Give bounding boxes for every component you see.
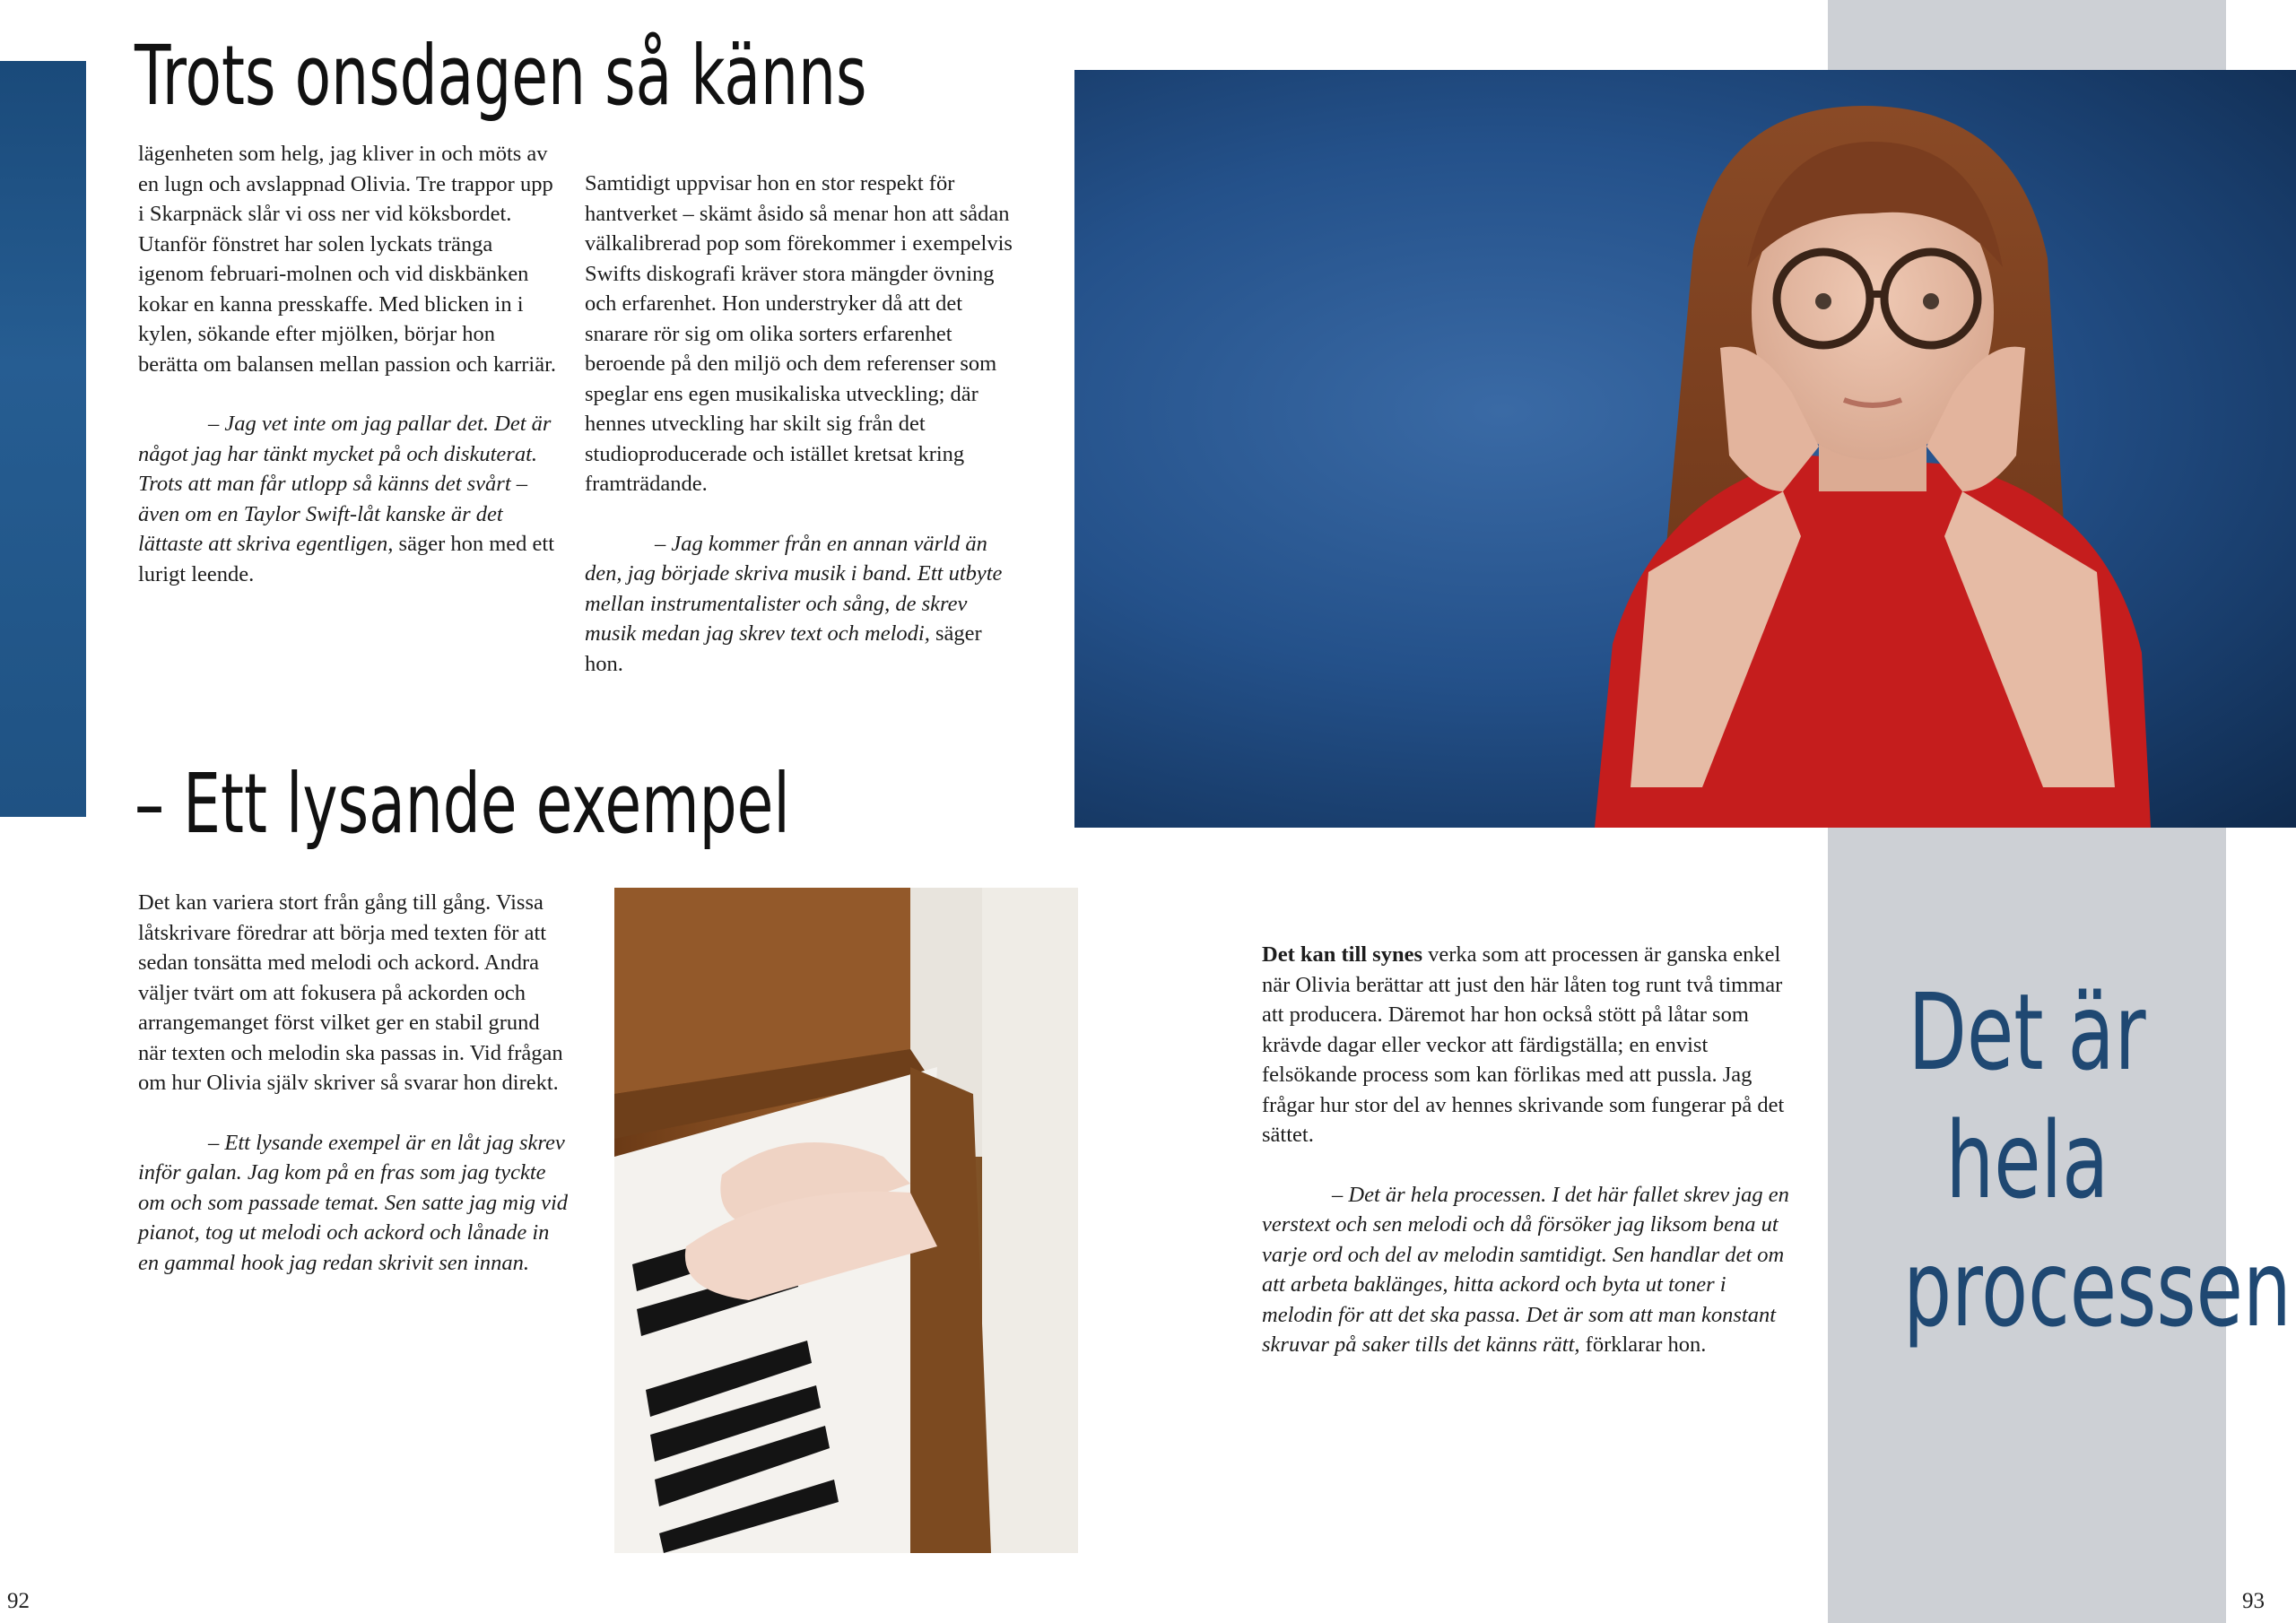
column-2-quote-tail: säger hon. [585,621,982,676]
piano-photo [614,888,1078,1553]
pull-quote [1828,968,2292,1353]
column-2 [585,169,1015,679]
pull-quote-line-1: Det är [1908,970,2146,1094]
column-1-body: lägenheten som helg, jag kliver in och möts av en lugn och avslappnad Olivia. Tre trappor upp i Skarpnäck slår vi oss ner vid köksbordet. Utanför fönstret har solen lyckats tränga igenom februari-molnen och vid diskbänken kokar en kanna presskaffe. Med blicken in i kylen, sökande efter mjölken, börjar hon berätta om balansen mellan passion och karriär. [138,142,557,377]
heading-ett-lysande-exempel: – Ett lysande exempel [135,756,790,852]
column-4-body-text: verka som att processen är ganska enkel när Olivia berättar att just den här låten tog runt två timmar att producera. Däremot har hon också stött på låtar som krävde dagar eller veckor att färdigställa; en envist felsökande process som kan förlikas med att pussla. Jag frågar hur stor del av hennes skrivande som fungerar på det sättet. [1262,942,1785,1147]
portrait-illustration [1074,70,2296,828]
column-2-quote-italic: – Jag kommer från en annan värld än den, jag började skriva musik i band. Ett utbyte mellan instrumentalister och sång, de skrev musik medan jag skrev text och melodi, [585,531,1003,646]
piano-illustration [614,888,1078,1553]
portrait-photo [1074,70,2296,828]
column-3-quote-italic: – Ett lysande exempel är en låt jag skrev inför galan. Jag kom på en fras som jag tyckte om och som passade temat. Sen satte jag mig vid pianot, tog ut melodi och ackord och lånade in en gammal hook jag redan skrivit sen innan. [138,1130,569,1275]
pull-quote-line-3: processen [1903,1227,2292,1350]
column-4-quote-italic: – Det är hela processen. I det här fallet skrev jag en verstext och sen melodi och då försöker jag liksom bena ut varje ord och del av melodin samtidigt. Sen handlar det om att arbeta baklänges, hitta ackord och byta ut toner i melodin för att det ska passa. Det är som att man konstant skruvar på saker tills det känns rätt, [1262,1182,1789,1357]
column-4-quote-tail: förklarar hon. [1579,1332,1707,1357]
page-number-right: 93 [2242,1589,2265,1613]
column-3-quote [138,1128,569,1279]
column-1-quote [138,409,560,589]
heading-trots-onsdagen: Trots onsdagen så känns [135,28,867,124]
column-1-quote-tail: säger hon med ett lurigt leende. [138,532,555,586]
page-number-left: 92 [7,1589,30,1613]
column-1-quote-italic: – Jag vet inte om jag pallar det. Det är något jag har tänkt mycket på och diskuterat. Trots att man får utlopp så känns det svårt – även om en Taylor Swift-låt kanske är det lättaste att skriva egentligen, [138,412,552,556]
column-2-body: Samtidigt uppvisar hon en stor respekt för hantverket – skämt åsido så menar hon att sådan välkalibrerad pop som förekommer i exempelvis Swifts diskografi kräver stora mängder övning och erfarenhet. Hon understryker då att det snarare rör sig om olika sorters erfarenhet beroende på den miljö och dem referenser som speglar ens egen musikaliska utveckling; där hennes utveckling har skilt sig från det studioproducerade och istället kretsat kring framträdande. [585,171,1013,496]
column-4-body [1262,940,1800,1150]
column-4-quote [1262,1180,1800,1360]
column-4-lead: Det kan till synes [1262,942,1423,967]
column-4 [1262,940,1800,1360]
column-1 [138,139,560,589]
column-3-body: Det kan variera stort från gång till gång. Vissa låtskrivare föredrar att börja med texten för att sedan tonsätta med melodi och ackord. Andra väljer tvärt om att fokusera på ackorden och arrangemanget först vilket ger en stabil grund när texten och melodin ska passas in. Vid frågan om hur Olivia själv skriver så svarar hon direkt. [138,890,563,1095]
column-3 [138,888,569,1278]
left-decorative-bar [0,61,86,817]
pull-quote-line-2: hela [1945,1098,2109,1222]
column-2-quote [585,529,1015,680]
